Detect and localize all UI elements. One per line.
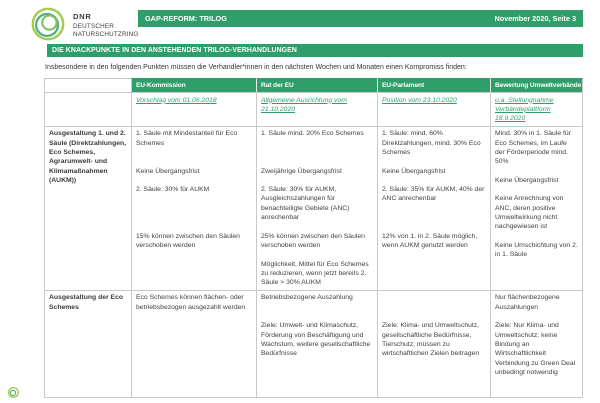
cell-paragraph <box>382 157 486 166</box>
cell-paragraph: 12% von 1. in 2. Säule möglich, wenn AUKM genutzt werden <box>382 232 478 249</box>
cell-paragraph <box>261 250 373 259</box>
cell-paragraph <box>136 204 252 213</box>
column-header: Bewertung Umweltverbände <box>490 78 583 92</box>
banner-date: November 2020, Seite 3 <box>494 14 576 23</box>
cell-paragraph: Keine Übergangsfrist <box>136 167 200 175</box>
brand-name <box>73 12 139 38</box>
title-banner <box>138 10 583 27</box>
section-title: DIE KNACKPUNKTE IN DEN ANSTEHENDEN TRILOG-VERHANDLUNGEN <box>52 47 297 54</box>
corner-cell <box>44 78 131 92</box>
cell-paragraph <box>382 312 486 321</box>
source-cell <box>256 92 377 126</box>
cell-paragraph: Eco Schemes können flächen- oder betriebsbezogen ausgezahlt werden <box>136 294 246 311</box>
source-cell <box>377 92 490 126</box>
table-cell <box>490 126 583 290</box>
cell-paragraph: Keine Umschichtung von 2. in 1. Säule <box>495 241 578 259</box>
cell-paragraph <box>382 293 486 302</box>
column-header: Rat der EU <box>256 78 377 92</box>
empty-cell <box>44 92 131 126</box>
cell-paragraph: Betriebsbezogene Auszahlung <box>261 294 353 302</box>
column-header: EU-Kommission <box>131 78 256 92</box>
cell-paragraph: Keine Übergangsfrist <box>382 167 446 175</box>
source-link[interactable]: Allgemeine Ausrichtung vom 21.10.2020 <box>261 96 347 113</box>
cell-paragraph: Ziele: Nur Klima- und Umweltschutz; keine Bindung an Wirtschaftlichkeit Verbindung zu Green Deal unbedingt notwendig <box>495 322 576 376</box>
cell-paragraph: 2. Säule: 35% für AUKM, 40% der ANC anrechenbar <box>382 186 485 203</box>
dnr-ring-logo-icon <box>29 5 67 43</box>
table-cell <box>490 290 583 398</box>
row-label: Ausgestaltung 1. und 2. Säule (Direktzahlungen, Eco Schemes, Agrarumwelt- und Klimamaßnahmen (AUKM)) <box>44 126 131 290</box>
table-sources-row <box>44 92 584 126</box>
cell-paragraph <box>261 139 373 148</box>
cell-paragraph <box>136 194 252 203</box>
cell-paragraph <box>261 222 373 231</box>
cell-paragraph: Keine Übergangsfrist <box>495 176 559 184</box>
cell-paragraph <box>261 176 373 185</box>
cell-paragraph: Mind. 30% in 1. Säule für Eco Schemes, im Laufe der Förderperiode mind. 50% <box>495 130 571 166</box>
brand-line-2: DEUTSCHER <box>73 22 114 30</box>
cell-paragraph <box>261 157 373 166</box>
cell-paragraph: Keine Anrechnung von ANC, deren positive Umweltwirkung nicht nachgewiesen ist <box>495 195 564 231</box>
table-cell <box>377 126 490 290</box>
cell-paragraph: 25% können zwischen den Säulen verschoben werden <box>261 232 365 249</box>
cell-paragraph <box>382 204 486 213</box>
cell-paragraph: Nur flächenbezogene Auszahlungen <box>495 294 560 311</box>
cell-paragraph <box>261 148 373 157</box>
cell-paragraph <box>495 185 578 194</box>
cell-paragraph: Ziele: Umwelt- und Klimaschutz, Förderung von Beschäftigung und Wachstum, weitere gesellschaftliche Bedürfnisse <box>261 322 371 358</box>
cell-paragraph: 1. Säule: mind. 60% Direktzahlungen, mind. 30% Eco Schemes <box>382 130 481 156</box>
cell-paragraph <box>495 312 578 321</box>
cell-paragraph <box>382 176 486 185</box>
cell-paragraph <box>382 303 486 312</box>
comparison-table <box>44 78 584 398</box>
cell-paragraph <box>136 176 252 185</box>
row-label: Ausgestaltung der Eco Schemes <box>44 290 131 398</box>
source-cell <box>131 92 256 126</box>
brand-line-3: NATURSCHUTZRING <box>73 31 139 38</box>
cell-paragraph <box>495 232 578 241</box>
intro-text: Insbesondere in den folgenden Punkten müssen die Verhandler*innen in den nächsten Wochen und Monaten einen Kompromiss finden: <box>45 64 467 71</box>
cell-paragraph <box>261 303 373 312</box>
source-cell <box>490 92 583 126</box>
table-header-row <box>44 78 584 92</box>
cell-paragraph <box>261 312 373 321</box>
cell-paragraph <box>136 148 252 157</box>
cell-paragraph: Ziele: Klima- und Umweltschutz, gesellschaftliche Bedürfnisse, Tierschutz; müssen zu wirtschaftlichen Zielen beitragen <box>382 322 480 358</box>
cell-paragraph: 1. Säule mit Mindestanteil für Eco Schemes <box>136 130 238 147</box>
corner-logo-mark-icon <box>7 385 20 400</box>
source-link[interactable]: u.a. Stellungnahme Verbändeplattform 18.9.2020 <box>495 96 554 123</box>
cell-paragraph <box>136 222 252 231</box>
table-body-row <box>44 290 584 398</box>
banner-title: GAP-REFORM: TRILOG <box>145 14 227 23</box>
table-cell <box>131 126 256 290</box>
table-cell <box>377 290 490 398</box>
table-cell <box>256 126 377 290</box>
cell-paragraph <box>495 167 578 176</box>
cell-paragraph <box>382 213 486 222</box>
cell-paragraph: 1. Säule mind. 20% Eco Schemes <box>261 130 364 138</box>
source-link[interactable]: Vorschlag vom 01.06.2018 <box>136 96 217 104</box>
cell-paragraph <box>382 222 486 231</box>
table-cell <box>131 290 256 398</box>
table-cell <box>256 290 377 398</box>
cell-paragraph: 2. Säule: 30% für AUKM <box>136 186 210 194</box>
cell-paragraph: 2. Säule: 30% für AUKM, Ausgleichszahlungen für benachteiligte Gebiete (ANC) anrechenbar <box>261 186 350 222</box>
section-title-bar <box>47 44 583 57</box>
cell-paragraph <box>136 213 252 222</box>
cell-paragraph <box>136 157 252 166</box>
table-body-row <box>44 126 584 290</box>
source-link[interactable]: Position vom 23.10.2020 <box>382 96 457 104</box>
cell-paragraph: Möglichkeit, Mittel für Eco Schemes zu reduzieren, wenn jetzt bereits 2. Säule > 30% AUKM <box>261 260 369 287</box>
column-header: EU-Parlament <box>377 78 490 92</box>
cell-paragraph: 15% können zwischen den Säulen verschoben werden <box>136 232 240 249</box>
brand-line-1: DNR <box>73 12 92 21</box>
cell-paragraph: Zweijährige Übergangsfrist <box>261 167 342 175</box>
